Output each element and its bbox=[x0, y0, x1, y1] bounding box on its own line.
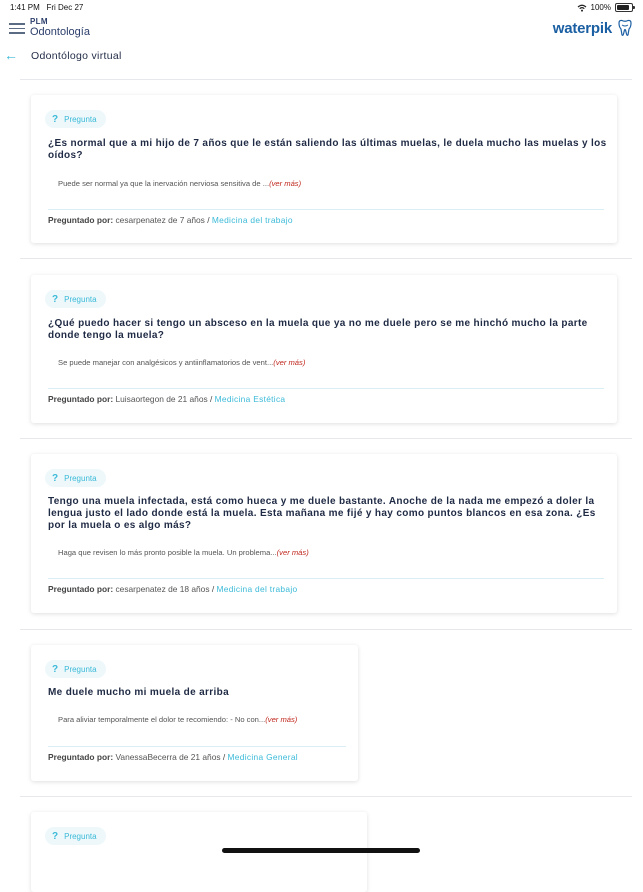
question-text: Tengo una muela infectada, está como hueca y me duele bastante. Anoche de la nada me empezó a doler la lengua justo el lado donde está la muela. Esta mañana me fijé y hay como puntos blancos en esa zona. ¿Es por la muela o es algo más? bbox=[48, 496, 596, 531]
answer-preview bbox=[58, 715, 297, 724]
specialty-link[interactable]: Medicina del trabajo bbox=[216, 584, 298, 594]
card-divider bbox=[48, 209, 604, 210]
page-title: Odontólogo virtual bbox=[31, 50, 122, 62]
answer-text: Se puede manejar con analgésicos y antiinflamatorios de vent... bbox=[58, 358, 274, 367]
brand-name: Odontología bbox=[30, 26, 90, 38]
answer-preview bbox=[58, 548, 309, 557]
question-text: Me duele mucho mi muela de arriba bbox=[48, 687, 230, 698]
see-more-link[interactable]: (ver más) bbox=[273, 358, 306, 367]
asked-by-label: Preguntado por: bbox=[48, 394, 114, 404]
divider bbox=[20, 629, 632, 630]
see-more-link[interactable]: (ver más) bbox=[276, 548, 309, 557]
battery-percent: 100% bbox=[590, 3, 611, 12]
divider bbox=[20, 796, 632, 797]
author: VanessaBecerra de 21 años bbox=[115, 752, 221, 762]
status-time: 1:41 PM bbox=[10, 3, 40, 12]
specialty-link[interactable]: Medicina Estética bbox=[214, 394, 286, 404]
author: Luisaortegon de 21 años bbox=[115, 394, 208, 404]
battery-icon bbox=[615, 3, 633, 12]
status-date: Fri Dec 27 bbox=[46, 3, 84, 12]
question-mark-icon: ? bbox=[52, 472, 59, 484]
badge-label: Pregunta bbox=[64, 114, 97, 124]
question-badge bbox=[45, 110, 106, 128]
asked-by-line: Preguntado por: VanessaBecerra de 21 años / Medicina General bbox=[48, 752, 298, 762]
badge-label: Pregunta bbox=[64, 473, 97, 483]
question-badge bbox=[45, 827, 106, 845]
divider bbox=[20, 438, 632, 439]
status-indicators bbox=[577, 3, 633, 12]
question-badge bbox=[45, 469, 106, 487]
nav-bar bbox=[0, 46, 643, 68]
status-time-date bbox=[10, 3, 83, 12]
see-more-link[interactable]: (ver más) bbox=[265, 715, 298, 724]
question-mark-icon: ? bbox=[52, 663, 59, 675]
question-card[interactable] bbox=[31, 454, 617, 613]
badge-label: Pregunta bbox=[64, 831, 97, 841]
wifi-icon bbox=[577, 4, 587, 12]
question-mark-icon: ? bbox=[52, 830, 59, 842]
question-text: ¿Qué puedo hacer si tengo un absceso en la muela que ya no me duele pero se me hinchó mucho la parte donde tengo la muela? bbox=[48, 318, 588, 341]
hamburger-menu-icon[interactable] bbox=[9, 23, 25, 36]
asked-by-label: Preguntado por: bbox=[48, 584, 114, 594]
partner-logo bbox=[553, 18, 635, 38]
home-indicator[interactable] bbox=[222, 848, 420, 853]
answer-preview bbox=[58, 179, 301, 188]
asked-by-line: Preguntado por: cesarpenatez de 7 años / Medicina del trabajo bbox=[48, 215, 293, 225]
card-divider bbox=[48, 578, 604, 579]
question-card[interactable] bbox=[31, 275, 617, 423]
specialty-link[interactable]: Medicina del trabajo bbox=[211, 215, 293, 225]
back-arrow-icon[interactable]: ← bbox=[4, 47, 18, 63]
card-divider bbox=[48, 388, 604, 389]
question-badge bbox=[45, 290, 106, 308]
card-divider bbox=[48, 746, 346, 747]
asked-by-line: Preguntado por: cesarpenatez de 18 años / Medicina del trabajo bbox=[48, 584, 298, 594]
brand-logo bbox=[30, 18, 90, 38]
app-header bbox=[0, 16, 643, 44]
badge-label: Pregunta bbox=[64, 664, 97, 674]
answer-preview bbox=[58, 358, 305, 367]
asked-by-label: Preguntado por: bbox=[48, 215, 114, 225]
status-bar bbox=[0, 0, 643, 16]
answer-text: Puede ser normal ya que la inervación nerviosa sensitiva de ... bbox=[58, 179, 270, 188]
question-badge bbox=[45, 660, 106, 678]
question-card[interactable] bbox=[31, 95, 617, 243]
tooth-icon bbox=[615, 18, 635, 38]
question-mark-icon: ? bbox=[52, 113, 59, 125]
see-more-link[interactable]: (ver más) bbox=[269, 179, 302, 188]
answer-text: Haga que revisen lo más pronto posible la muela. Un problema... bbox=[58, 548, 277, 557]
specialty-link[interactable]: Medicina General bbox=[227, 752, 298, 762]
author: cesarpenatez de 7 años bbox=[115, 215, 205, 225]
divider bbox=[20, 79, 632, 80]
author: cesarpenatez de 18 años bbox=[115, 584, 210, 594]
question-text: ¿Es normal que a mi hijo de 7 años que le están saliendo las últimas muelas, le duela mucho las muelas y los oídos? bbox=[48, 138, 607, 161]
asked-by-label: Preguntado por: bbox=[48, 752, 114, 762]
question-card[interactable] bbox=[31, 645, 358, 781]
asked-by-line: Preguntado por: Luisaortegon de 21 años / Medicina Estética bbox=[48, 394, 286, 404]
badge-label: Pregunta bbox=[64, 294, 97, 304]
answer-text: Para aliviar temporalmente el dolor te recomiendo: - No con... bbox=[58, 715, 266, 724]
question-mark-icon: ? bbox=[52, 293, 59, 305]
partner-name: waterpik bbox=[552, 19, 612, 37]
divider bbox=[20, 258, 632, 259]
brand-plm: PLM bbox=[30, 17, 48, 26]
